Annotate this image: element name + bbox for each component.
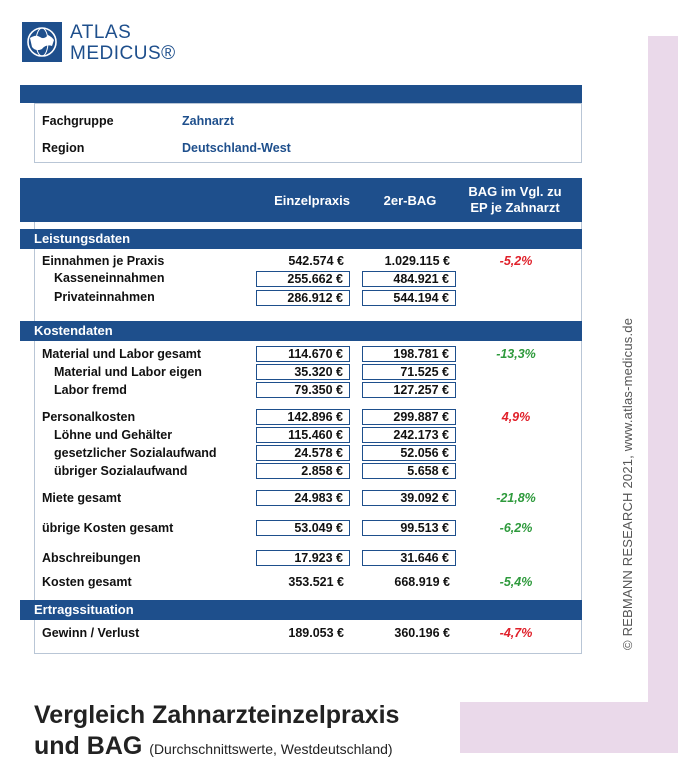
value-ep: 114.670 €	[256, 346, 350, 362]
section-ertragssituation	[20, 600, 582, 620]
section-label: Kostendaten	[34, 323, 113, 338]
region-label: Region	[42, 141, 85, 155]
value-bag: 299.887 €	[362, 409, 456, 425]
value-bag: 39.092 €	[362, 490, 456, 506]
caption-title-text: und BAG	[34, 732, 143, 760]
row-label: Material und Labor eigen	[54, 365, 202, 379]
row-label: Kosten gesamt	[42, 575, 132, 589]
value-ep: 142.896 €	[256, 409, 350, 425]
caption-title-line-2	[34, 731, 399, 765]
value-ep: 542.574 €	[288, 254, 344, 268]
header-comparison-line-2: EP je Zahnarzt	[470, 200, 560, 215]
value-bag: 1.029.115 €	[384, 254, 450, 268]
value-bag: 31.646 €	[362, 550, 456, 566]
row-label: Personalkosten	[42, 410, 136, 424]
logo-line-2: MEDICUS®	[70, 43, 176, 64]
value-pct: -5,2%	[499, 254, 533, 268]
value-pct: -6,2%	[499, 521, 533, 535]
caption-title-line-1: Vergleich Zahnarzteinzelpraxis	[34, 701, 400, 729]
value-pct: -21,8%	[496, 491, 536, 505]
value-ep: 24.983 €	[256, 490, 350, 506]
value-bag: 360.196 €	[394, 626, 450, 640]
meta-box	[34, 103, 582, 163]
value-pct: -5,4%	[499, 575, 533, 589]
value-bag: 52.056 €	[362, 445, 456, 461]
header-einzelpraxis: Einzelpraxis	[274, 193, 350, 208]
top-bar	[20, 85, 582, 103]
logo-line-1: ATLAS	[70, 22, 132, 43]
value-ep: 353.521 €	[288, 575, 344, 589]
value-bag: 71.525 €	[362, 364, 456, 380]
value-ep: 17.923 €	[256, 550, 350, 566]
header-comparison	[460, 184, 570, 216]
value-ep: 24.578 €	[256, 445, 350, 461]
decorative-pink-bar-horizontal	[460, 702, 678, 753]
copyright-credit: © REBMANN RESEARCH 2021, www.atlas-medicus.de	[620, 317, 635, 650]
value-pct: 4,9%	[501, 410, 531, 424]
value-bag: 668.919 €	[394, 575, 450, 589]
row-label: übrige Kosten gesamt	[42, 521, 174, 535]
value-ep: 255.662 €	[256, 271, 350, 287]
row-label: Gewinn / Verlust	[42, 626, 140, 640]
section-kostendaten	[20, 321, 582, 341]
fachgruppe-label: Fachgruppe	[42, 114, 114, 128]
header-comparison-line-1: BAG im Vgl. zu	[468, 184, 562, 199]
decorative-pink-bar	[648, 36, 678, 753]
logo-text	[70, 22, 176, 64]
header-2er-bag: 2er-BAG	[383, 193, 437, 208]
section-label: Ertragssituation	[34, 602, 134, 617]
value-ep: 286.912 €	[256, 290, 350, 306]
value-bag: 544.194 €	[362, 290, 456, 306]
value-bag: 127.257 €	[362, 382, 456, 398]
row-label: Kasseneinnahmen	[54, 271, 165, 285]
row-label: Privateinnahmen	[54, 290, 155, 304]
value-ep: 189.053 €	[288, 626, 344, 640]
value-bag: 484.921 €	[362, 271, 456, 287]
caption	[34, 700, 399, 765]
value-bag: 198.781 €	[362, 346, 456, 362]
section-label: Leistungsdaten	[34, 231, 131, 246]
value-ep: 2.858 €	[256, 463, 350, 479]
value-pct: -4,7%	[499, 626, 533, 640]
region-value: Deutschland-West	[182, 141, 291, 155]
table-header	[20, 178, 582, 222]
row-label: Labor fremd	[54, 383, 127, 397]
row-label: Material und Labor gesamt	[42, 347, 202, 361]
globe-icon	[22, 22, 62, 62]
value-ep: 115.460 €	[256, 427, 350, 443]
row-label: Löhne und Gehälter	[54, 428, 173, 442]
value-bag: 99.513 €	[362, 520, 456, 536]
section-leistungsdaten	[20, 229, 582, 249]
fachgruppe-value: Zahnarzt	[182, 114, 235, 128]
value-ep: 35.320 €	[256, 364, 350, 380]
row-label: Einnahmen je Praxis	[42, 254, 165, 268]
value-pct: -13,3%	[496, 347, 536, 361]
row-label: gesetzlicher Sozialaufwand	[54, 446, 217, 460]
row-label: übriger Sozialaufwand	[54, 464, 188, 478]
value-ep: 53.049 €	[256, 520, 350, 536]
row-label: Abschreibungen	[42, 551, 141, 565]
value-bag: 242.173 €	[362, 427, 456, 443]
value-bag: 5.658 €	[362, 463, 456, 479]
value-ep: 79.350 €	[256, 382, 350, 398]
caption-note: (Durchschnittswerte, Westdeutschland)	[149, 741, 393, 757]
row-label: Miete gesamt	[42, 491, 122, 505]
